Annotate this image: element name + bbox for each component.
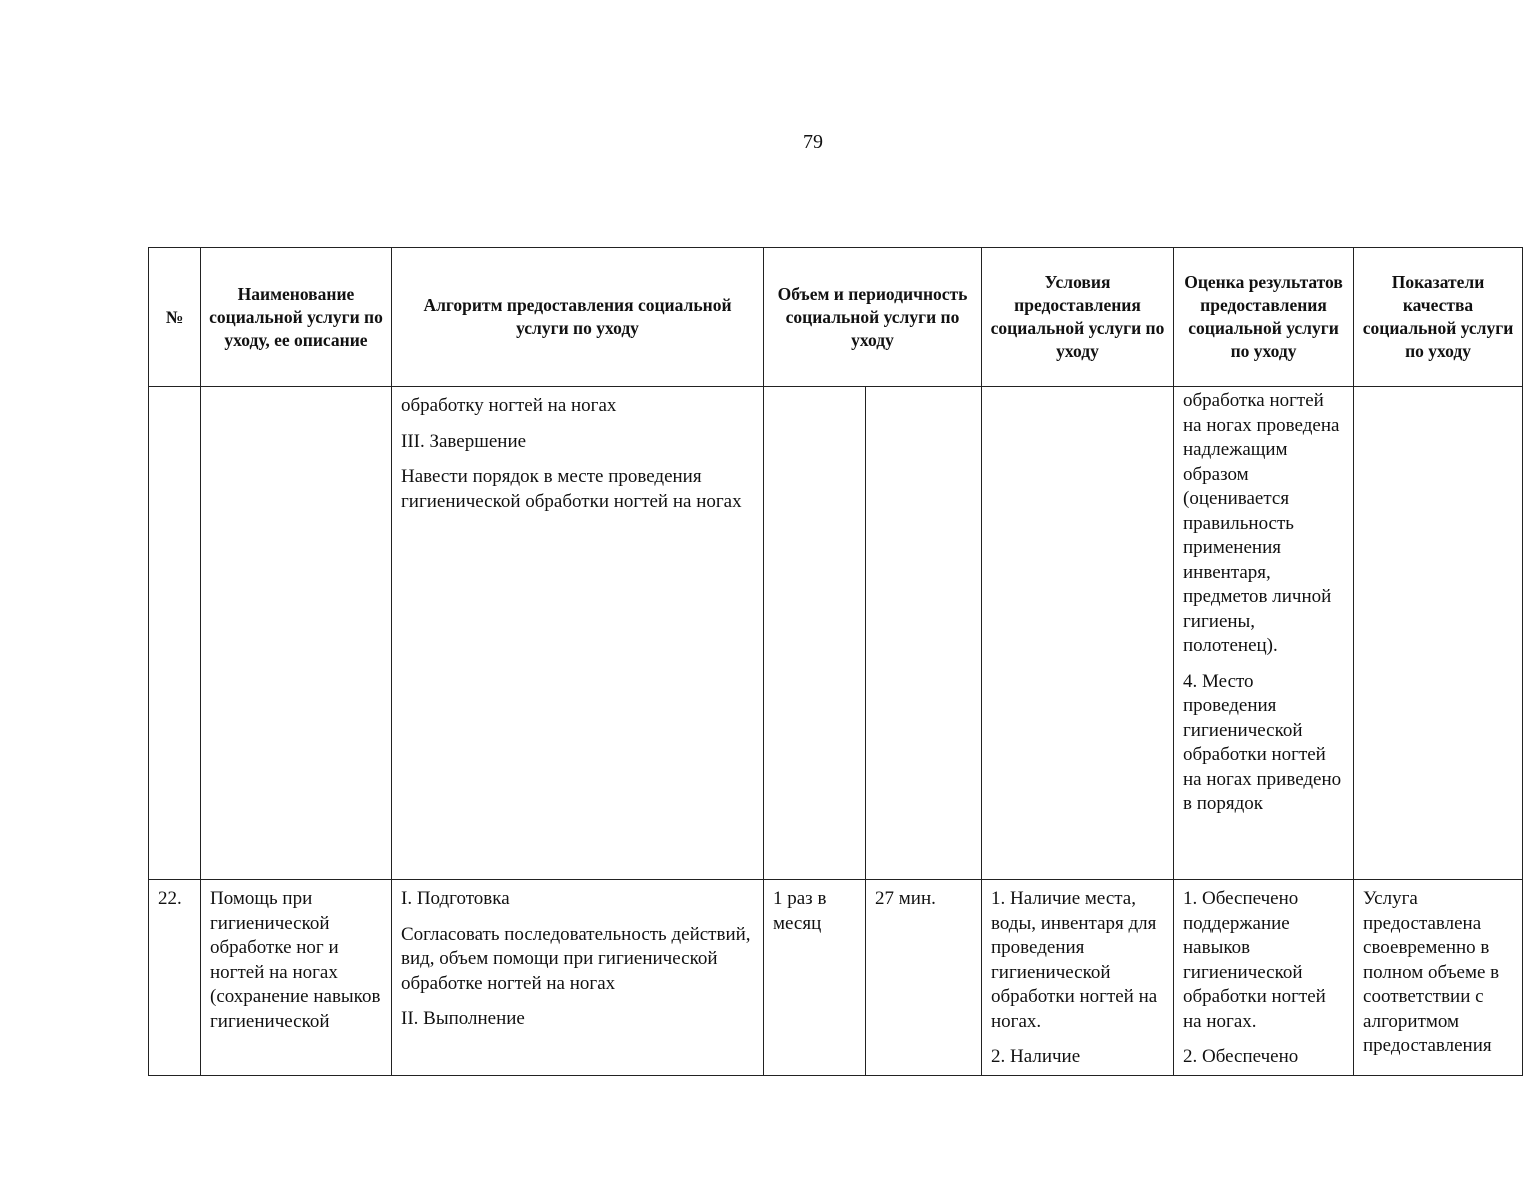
evaluation-paragraph: 2. Обеспечено [1183, 1046, 1299, 1067]
cell-duration [866, 387, 982, 880]
cell-evaluation [1174, 387, 1354, 880]
cell-evaluation [1174, 880, 1354, 1076]
table-row-continuation [149, 387, 1523, 880]
cell-number [149, 387, 201, 880]
services-table [148, 247, 1523, 1076]
header-quality: Показатели качества социальной услуги по уходу [1354, 248, 1523, 387]
cell-quality: Услуга предоставлена своевременно в полном объеме в соответствии с алгоритмом предоставления [1354, 880, 1523, 1076]
evaluation-paragraph: 4. Место проведения гигиенической обработки ногтей на ногах приведено в порядок [1183, 670, 1342, 814]
cell-service-name [201, 387, 392, 880]
algorithm-paragraph: III. Завершение [401, 430, 527, 452]
header-number: № [149, 248, 201, 387]
cell-algorithm [392, 387, 764, 880]
cell-quality [1354, 387, 1523, 880]
cell-conditions [982, 880, 1174, 1076]
evaluation-paragraph: 1. Обеспечено поддержание навыков гигиенической обработки ногтей на ногах. [1183, 888, 1326, 1032]
evaluation-paragraph: обработка ногтей на ногах проведена надлежащим образом (оценивается правильность применения инвентаря, предметов личной гигиены, полотенец). [1183, 390, 1340, 656]
cell-algorithm [392, 880, 764, 1076]
algorithm-paragraph: I. Подготовка [401, 888, 510, 909]
cell-service-name: Помощь при гигиенической обработке ног и ногтей на ногах (сохранение навыков гигиенической [201, 880, 392, 1076]
header-conditions: Условия предоставления социальной услуги по уходу [982, 248, 1174, 387]
cell-duration: 27 мин. [866, 880, 982, 1076]
table-row-22 [149, 880, 1523, 1076]
conditions-paragraph: 2. Наличие [991, 1046, 1081, 1067]
table-header-row [149, 248, 1523, 387]
algorithm-paragraph: Навести порядок в месте проведения гигиенической обработки ногтей на ногах [401, 466, 742, 512]
cell-periodicity: 1 раз в месяц [764, 880, 866, 1076]
page-number: 79 [803, 131, 823, 153]
header-service-name: Наименование социальной услуги по уходу, ее описание [201, 248, 392, 387]
header-volume: Объем и периодичность социальной услуги по уходу [764, 248, 982, 387]
conditions-paragraph: 1. Наличие места, воды, инвентаря для проведения гигиенической обработки ногтей на ногах. [991, 888, 1158, 1032]
cell-conditions [982, 387, 1174, 880]
algorithm-paragraph: обработку ногтей на ногах [401, 395, 617, 416]
cell-periodicity [764, 387, 866, 880]
algorithm-paragraph: II. Выполнение [401, 1008, 525, 1029]
algorithm-paragraph: Согласовать последовательность действий, вид, объем помощи при гигиенической обработке ногтей на ногах [401, 923, 751, 994]
header-evaluation: Оценка результатов предоставления социальной услуги по уходу [1174, 248, 1354, 387]
cell-number: 22. [149, 880, 201, 1076]
header-algorithm: Алгоритм предоставления социальной услуги по уходу [392, 248, 764, 387]
